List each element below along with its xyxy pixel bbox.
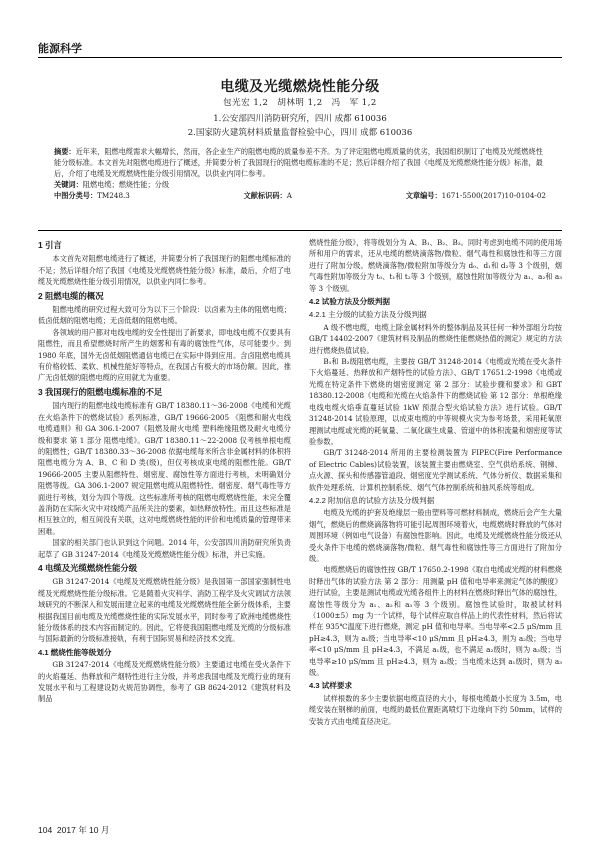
paragraph: GB 31247-2014《电缆及光缆燃烧性能分级》主要通过电缆在受火条件下的火焰蔓延、热释放和产烟特性进行主分级，并考虑我国电缆及光缆行业的现有发展水平和与工程建设防火规范协调性，参考了 GB 8624-2012《建筑材料及制品 — [38, 660, 291, 704]
article-no-label: 文章编号： — [405, 191, 442, 200]
paragraph: 试样根数的多少主要依据电缆直径的大小，每根电缆最小长度为 3.5m，电缆安装在钢梯的前面，电缆的最低位置距离喷灯下边缘向下约 50mm，试样的安装方式由电缆直径决定。 — [309, 693, 562, 726]
subsection-heading: 4.2.1 主分级的试验方法及分级判据 — [309, 310, 427, 320]
section-heading: 2 阻燃电缆的概况 — [38, 290, 104, 301]
abstract-text: 近年来，阻燃电缆需求大幅增长，然而，各企业生产的阻燃电缆的质量参差不齐。为了评定阻燃电缆质量的优劣，我国组织制订了电缆及光缆燃烧性能分级标准。本文首先对阻燃电缆进行了概述，并简要分析了我国现行的阻燃电缆标准的不足；然后详细介绍了我国《电缆及光缆燃烧性能分级》标准，最后，介绍了电缆及光缆燃烧性能分级引用情况，以供业内同仁参考。 — [54, 147, 543, 178]
paragraph: 国内现行的阻燃电线电缆标准有 GB/T 18380.11～36-2008《电缆和光缆在火焰条件下的燃烧试验》系列标准，GB/T 19666-2005 《阻燃和耐火电线电缆通则》和 GA 306.1-2007《阻燃及耐火电缆 塑料绝缘阻燃及耐火电缆分级和要求 第 1 部分 阻燃电缆》。GB/T 18380.11～22-2008 仅考核单根电缆的阻燃性；GB/T 18380.33～36-2008 依据电缆每米所含非金属材料的体积将阻燃电缆分为 A、B、C 和 D 类(级)，但仅考核成束电缆的阻燃性能。GB/T 19666-2005 主要从阻燃特性、烟密度、腐蚀性等方面进行考核，未明确划分阻燃等级。GA 306.1-2007 规定阻燃电缆从阻燃特性、烟密度、烟气毒性等方面进行考核，划分为四个等级。这些标准所考核的阻燃电缆燃烧性能，未完全覆盖消防在实际火灾中对线缆产品所关注的要素，如热释放特性。而且这些标准是相互独立的，相互间没有关联，这对电缆燃烧性能的评价和电缆质量的管理带来困难。 — [38, 401, 291, 536]
section-heading: 3 我国现行的阻燃电缆标准的不足 — [38, 386, 163, 397]
abstract-label: 摘要： — [54, 147, 76, 156]
page-footer — [38, 824, 109, 836]
doc-code-value: A — [286, 191, 292, 200]
right-column — [309, 237, 562, 727]
left-column — [38, 237, 291, 705]
keywords-text: 阻燃电缆；燃烧性能；分级 — [82, 180, 170, 189]
section-heading: 1 引言 — [38, 240, 62, 250]
paragraph: B₁和 B₂级阻燃电缆，主要按 GB/T 31248-2014《电缆或光缆在受火条件下火焰蔓延、热释放和产烟特性的试验方法》、GB/T 17651.2-1998《电缆或光缆在特定条件下燃烧的烟密度测定 第 2 部分：试验步骤和要求》和 GBT 18380.12-2008《电缆和光缆在火焰条件下的燃烧试验 第 12 部分：单根绝缘电线电缆火焰垂直蔓延试验 1kW 预混合型火焰试验方法》进行试验。GB/T 31248-2014 试验原理，以成束电缆的中等规模火灾为参考场景，采用耗氧原理测试电缆或光缆的耗氧量、二氧化碳生成量、管道中的体积流量和烟密度等试验参数。 — [309, 357, 562, 446]
affiliation-1: 1.公安部四川消防研究所，四川 成都 610036 — [213, 114, 387, 124]
doc-code-field — [244, 190, 292, 201]
authors: 包光宏 1,2 胡林明 1,2 冯 军 1,2 — [223, 98, 377, 108]
keywords — [54, 179, 546, 190]
subsection-heading: 4.1 燃烧性能等级划分 — [38, 647, 112, 657]
paragraph: 电缆及光缆的护套及绝缘层一般由塑料等可燃材料制成，燃烧后会产生大量烟气，燃烧后的燃烧滴落物将可能引起周围环境着火，电缆燃烧时释放的气体对周围环境（例如电气设备）有腐蚀性影响。因此，电缆及光缆燃烧性能分级还从受火条件下电缆的燃烧滴落物/微粒、烟气毒性和腐蚀性等三方面进行了附加分级。 — [309, 508, 562, 563]
doc-code-label: 文献标识码： — [243, 191, 287, 200]
classification-row — [54, 190, 546, 201]
subsection-heading: 4.3 试样要求 — [309, 681, 353, 691]
article-no-field — [406, 190, 546, 201]
clc-field — [54, 190, 130, 201]
abstract — [54, 146, 546, 179]
abstract-block — [54, 146, 546, 201]
subsection-heading: 4.2.2 附加信息的试验方法及分级判据 — [309, 495, 435, 505]
paragraph: 电缆燃烧后的腐蚀性按 GB/T 17650.2-1998《取自电缆或光缆的材料燃烧时释出气体的试验方法 第 2 部分：用测量 pH 值和电导率来测定气体的酸度》进行试验，主要是测试电缆或光缆各组件上的材料在燃烧时释出气体的腐蚀性，腐蚀性等级分为 a₁、a₂和 a₃等 3 个级别。腐蚀性试验时，取被试材料（1000±5）mg 为一个试样，每个试样应取自样品上的代表性材料，然后将试样在 935℃温度下进行燃烧，测定 pH 值和电导率。当电导率<2.5 μS/mm 且 pH≥4.3，则为 a₁级；当电导率<10 μS/mm 且 pH≥4.3，则为 a₂级；当电导率<10 μS/mm 且 pH≥4.3，不满足 a₁级，也不满足 a₂级时，则为 a₃级；当电导率≥10 μS/mm 且 pH≥4.3，则为 a₃级；当电缆未达到 a₁级时，则为 a₃级。 — [309, 565, 562, 678]
paragraph: GB/T 31248-2014 所用的主要检测装置为 FIPEC(Fire Performance of Electric Cables)试验装置，该装置主要由燃烧室、空气供给系统、钢梯、点火源、探头和传感器管道段、烟密度光学测试系统、气体分析仪、数据采集和软件处理系统、计算机控制系统、烟气气体控制系统和抽风系统等组成。 — [309, 448, 562, 492]
paragraph: A 级不燃电缆，电缆上除金属材料外的整体制品及其任何一种外部组分均按 GB/T 14402-2007《建筑材料及制品的燃烧性能燃烧热值的测定》规定的方法进行燃烧热值试验。 — [309, 322, 562, 355]
section-heading: 4 电缆及光缆燃烧性能分级 — [38, 562, 138, 573]
abstract-divider — [38, 230, 562, 231]
journal-name: 能源科学 — [38, 43, 82, 55]
subsection-heading: 4.2 试验方法及分级判据 — [309, 297, 391, 307]
paragraph: 燃烧性能分级》，将等级划分为 A、B₁、B₂、B₃。同时考虑到电缆不同的使用场所和用户的需求，还从电缆的燃烧滴落物/微粒、烟气毒性和腐蚀性和等三方面进行了附加分级。燃烧滴落物/微粒附加等级分为 d₀、d₁和 d₂等 3 个级别，烟气毒性附加等级分为 t₀、t₁和 t₂等 3 个级别，腐蚀性附加等级分为 a₁、a₂和 a₃等 3 个级别。 — [309, 238, 562, 293]
paragraph: 阻燃电缆的研究过程大致可分为以下三个阶段：以卤素为主体的阻燃电缆；低卤低烟的阻燃电缆；无卤低烟的阻燃电缆。 — [38, 305, 291, 326]
paragraph: 本文首先对阻燃电缆进行了概述，并简要分析了我国现行的阻燃电缆标准的不足；然后详细介绍了我国《电缆及光缆燃烧性能分级》标准，最后，介绍了电缆及光缆燃烧性能分级引用情况，以供业内同仁参考。 — [38, 254, 291, 287]
affiliation-2: 2.国家防火建筑材料质量监督检验中心，四川 成都 610036 — [187, 128, 413, 138]
clc-label: 中图分类号： — [54, 191, 98, 200]
page-number: 104 — [38, 825, 53, 835]
keywords-label: 关键词： — [54, 180, 83, 189]
issue-date: 2017 年 10 月 — [56, 825, 110, 835]
paragraph: 国家的相关部门也认识到这个问题。2014 年，公安部四川消防研究所负责起草了 GB 31247-2014《电缆及光缆燃烧性能分级》标准，并已实施。 — [38, 538, 291, 559]
paragraph: 各领域的用户都对电线电缆的安全性提出了新要求，即电线电缆不仅要具有阻燃性，而且希望燃烧时所产生的烟雾和有毒的腐蚀性气体，尽可能要少。到 1980 年底，国外无卤低烟阻燃通信电缆已在实际中得到应用。含卤阻燃电缆具有价格较低、柔软、机械性能好等特点，在我国占有极大的市场份额。因此，推广无卤低烟的阻燃电缆的应用就尤为重要。 — [38, 327, 291, 383]
article-no-value: 1671-5500(2017)10-0104-02 — [441, 191, 546, 200]
paper-title: 电缆及光缆燃烧性能分级 — [220, 78, 380, 94]
paragraph: GB 31247-2014《电缆及光缆燃烧性能分级》是我国第一部国家强制性电缆及光缆燃烧性能分级标准。它是随着火灾科学、消防工程学及火灾调试方法领域研究的不断深入和发展而建立起来的电缆及光缆燃烧性能全新分级体系，主要根据我国目前电缆及光缆燃烧性能的实际发展水平，同时参考了欧洲电缆燃烧性能分级体系的技术内容而制定的。因此，它将使我国阻燃电缆及光缆的分级标准与国际最新的分级标准接轨，有利于国际贸易和经济技术交流。 — [38, 577, 291, 644]
clc-value: TM248.3 — [97, 191, 130, 200]
header-divider — [38, 57, 562, 58]
